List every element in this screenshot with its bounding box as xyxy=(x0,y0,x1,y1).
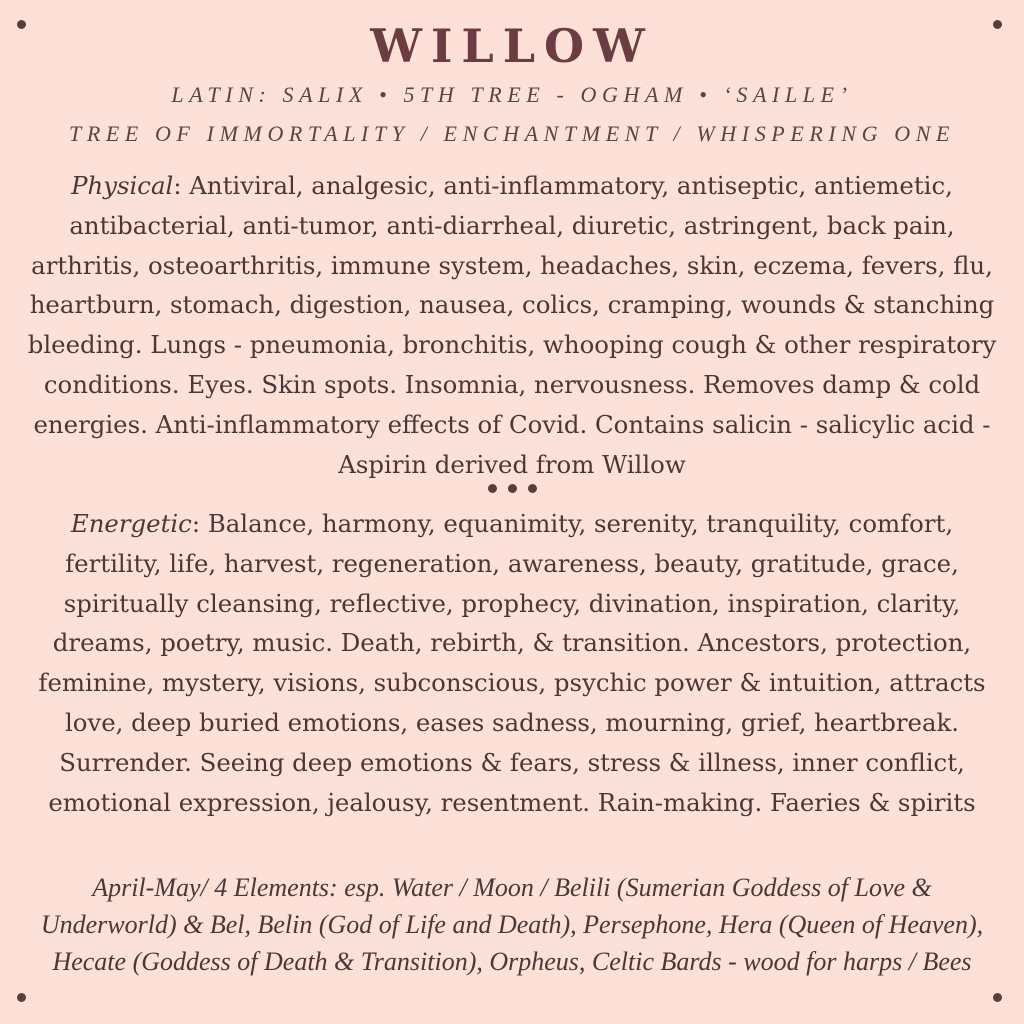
physical-text: : Antiviral, analgesic, anti-inflammatory, antiseptic, antiemetic, antibacterial, anti-tumor, anti-diarrheal, diuretic, astringent, back pain, arthritis, osteoarthritis, immune system, headaches, skin, eczema, fevers, flu, heartburn, stomach, digestion, nausea, colics, cramping, wounds & stanching bleeding. Lungs - pneumonia, bronchitis, whooping cough & other respiratory conditions. Eyes. Skin spots. Insomnia, nervousness. Removes damp & cold energies. Anti-inflammatory effects of Covid. Contains salicin - salicylic acid - Aspirin derived from Willow xyxy=(27,171,997,479)
subtitle-latin: LATIN: SALIX • 5TH TREE - OGHAM • ‘SAILLE’ xyxy=(171,82,853,107)
energetic-text: : Balance, harmony, equanimity, serenity, tranquility, comfort, fertility, life, harvest, regeneration, awareness, beauty, gratitude, grace, spiritually cleansing, reflective, prophecy, divination, inspiration, clarity, dreams, poetry, music. Death, rebirth, & transition. Ancestors, protection, feminine, mystery, visions, subconscious, psychic power & intuition, attracts love, deep buried emotions, eases sadness, mourning, grief, heartbreak. Surrender. Seeing deep emotions & fears, stress & illness, inner conflict, emotional expression, jealousy, resentment. Rain-making. Faeries & spirits xyxy=(38,509,986,817)
energetic-paragraph xyxy=(20,504,1004,822)
physical-paragraph xyxy=(20,166,1004,484)
corner-dot-bottom-right xyxy=(993,993,1002,1002)
subtitle-epithets: TREE OF IMMORTALITY / ENCHANTMENT / WHISPERING ONE xyxy=(68,121,956,146)
corner-dot-bottom-left xyxy=(17,993,26,1002)
physical-label: Physical xyxy=(71,171,174,200)
footer-associations: April-May/ 4 Elements: esp. Water / Moon / Belili (Sumerian Goddess of Love & Underworld) & Bel, Belin (God of Life and Death), Persephone, Hera (Queen of Heaven), Hecate (Goddess of Death & Transition), Orpheus, Celtic Bards - wood for harps / Bees xyxy=(40,873,984,976)
separator-dot xyxy=(488,484,497,493)
separator-dot xyxy=(508,484,517,493)
separator-dot xyxy=(528,484,537,493)
page-title: WILLOW xyxy=(370,19,654,73)
section-separator xyxy=(0,484,1024,493)
energetic-label: Energetic xyxy=(70,509,192,538)
